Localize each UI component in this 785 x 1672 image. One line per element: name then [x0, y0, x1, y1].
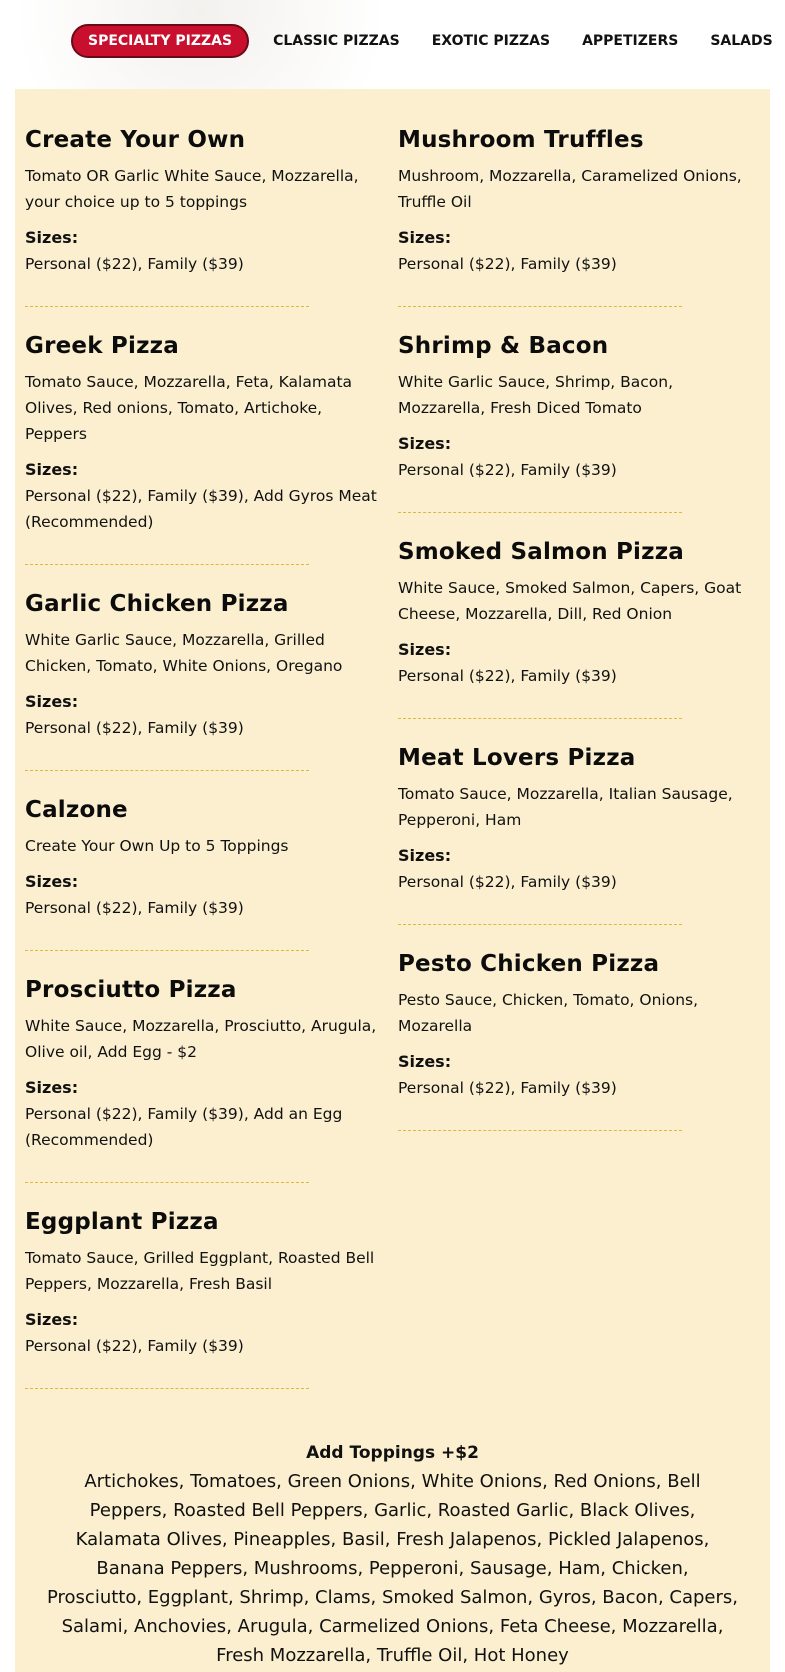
menu-item	[25, 589, 387, 771]
tab-specialty-pizzas[interactable]: SPECIALTY PIZZAS	[71, 24, 249, 58]
menu-item-description: Create Your Own Up to 5 Toppings	[25, 837, 289, 855]
menu-item	[398, 331, 760, 513]
menu-item	[25, 1207, 387, 1389]
menu-item-name: Pesto Chicken Pizza	[398, 951, 660, 977]
sizes-label: Sizes:	[398, 434, 452, 453]
sizes-label: Sizes:	[398, 846, 452, 865]
menu-item-name: Create Your Own	[25, 127, 246, 153]
tab-exotic-pizzas[interactable]: EXOTIC PIZZAS	[431, 33, 551, 49]
tab-salads[interactable]: SALADS	[710, 33, 773, 49]
menu-item	[25, 331, 387, 565]
menu-item-sizes: Personal ($22), Family ($39)	[398, 667, 617, 685]
menu-item	[25, 125, 387, 307]
sizes-label: Sizes:	[398, 228, 452, 247]
toppings-title: Add Toppings +$2	[306, 1443, 479, 1463]
sizes-label: Sizes:	[25, 872, 79, 891]
menu-item	[25, 795, 387, 951]
tab-appetizers[interactable]: APPETIZERS	[582, 33, 679, 49]
menu-item-description: White Sauce, Mozzarella, Prosciutto, Arugula, Olive oil, Add Egg - $2	[25, 1017, 377, 1061]
menu-item-description: Tomato Sauce, Mozzarella, Italian Sausage, Pepperoni, Ham	[398, 785, 733, 829]
menu-item-sizes: Personal ($22), Family ($39)	[25, 899, 244, 917]
sizes-label: Sizes:	[25, 692, 79, 711]
sizes-label: Sizes:	[398, 640, 452, 659]
menu-item-name: Calzone	[25, 797, 128, 823]
toppings-list: Artichokes, Tomatoes, Green Onions, White Onions, Red Onions, Bell Peppers, Roasted Bell Peppers, Garlic, Roasted Garlic, Black Olives, Kalamata Olives, Pineapples, Basil, Fresh Jalapenos, Pickled Jalapenos, Banana Peppers, Mushrooms, Pepperoni, Sausage, Ham, Chicken, Prosciutto, Eggplant, Shrimp, Clams, Smoked Salmon, Gyros, Bacon, Capers, Salami, Anchovies, Arugula, Carmelized Onions, Feta Cheese, Mozzarella, Fresh Mozzarella, Truffle Oil, Hot Honey	[47, 1471, 739, 1666]
menu-item-description: White Garlic Sauce, Shrimp, Bacon, Mozzarella, Fresh Diced Tomato	[398, 373, 674, 417]
menu-item-sizes: Personal ($22), Family ($39)	[398, 1079, 617, 1097]
menu-item	[25, 975, 387, 1183]
menu-item	[398, 537, 760, 719]
menu-item-name: Prosciutto Pizza	[25, 977, 237, 1003]
menu-item-sizes: Personal ($22), Family ($39), Add an Egg (Recommended)	[25, 1105, 343, 1149]
menu-item	[398, 125, 760, 307]
menu-item-name: Garlic Chicken Pizza	[25, 591, 289, 617]
menu-item-name: Greek Pizza	[25, 333, 179, 359]
menu-item-description: Pesto Sauce, Chicken, Tomato, Onions, Mozarella	[398, 991, 699, 1035]
menu-item-description: Tomato Sauce, Grilled Eggplant, Roasted Bell Peppers, Mozzarella, Fresh Basil	[25, 1249, 375, 1293]
menu-item-sizes: Personal ($22), Family ($39)	[25, 719, 244, 737]
sizes-label: Sizes:	[25, 1078, 79, 1097]
sizes-label: Sizes:	[25, 1310, 79, 1329]
menu-item-sizes: Personal ($22), Family ($39)	[398, 255, 617, 273]
menu-item	[398, 743, 760, 925]
tab-classic-pizzas[interactable]: CLASSIC PIZZAS	[273, 33, 400, 49]
menu-item-sizes: Personal ($22), Family ($39), Add Gyros Meat (Recommended)	[25, 487, 377, 531]
sizes-label: Sizes:	[398, 1052, 452, 1071]
menu-panel	[15, 89, 770, 1672]
menu-item-name: Meat Lovers Pizza	[398, 745, 636, 771]
menu-item-sizes: Personal ($22), Family ($39)	[25, 1337, 244, 1355]
menu-column-right	[398, 125, 760, 1155]
menu-category-nav	[71, 24, 785, 58]
menu-item	[398, 949, 760, 1131]
menu-item-sizes: Personal ($22), Family ($39)	[25, 255, 244, 273]
sizes-label: Sizes:	[25, 228, 79, 247]
menu-item-sizes: Personal ($22), Family ($39)	[398, 461, 617, 479]
menu-item-name: Smoked Salmon Pizza	[398, 539, 685, 565]
sizes-label: Sizes:	[25, 460, 79, 479]
menu-item-name: Mushroom Truffles	[398, 127, 644, 153]
menu-item-description: White Sauce, Smoked Salmon, Capers, Goat Cheese, Mozzarella, Dill, Red Onion	[398, 579, 742, 623]
menu-column-left	[25, 125, 387, 1413]
toppings-section	[15, 1439, 770, 1670]
menu-item-description: White Garlic Sauce, Mozzarella, Grilled Chicken, Tomato, White Onions, Oregano	[25, 631, 343, 675]
menu-item-sizes: Personal ($22), Family ($39)	[398, 873, 617, 891]
menu-item-name: Eggplant Pizza	[25, 1209, 219, 1235]
menu-item-description: Mushroom, Mozzarella, Caramelized Onions, Truffle Oil	[398, 167, 742, 211]
menu-item-name: Shrimp & Bacon	[398, 333, 609, 359]
menu-item-description: Tomato Sauce, Mozzarella, Feta, Kalamata Olives, Red onions, Tomato, Artichoke, Peppers	[25, 373, 353, 443]
menu-item-description: Tomato OR Garlic White Sauce, Mozzarella, your choice up to 5 toppings	[25, 167, 359, 211]
